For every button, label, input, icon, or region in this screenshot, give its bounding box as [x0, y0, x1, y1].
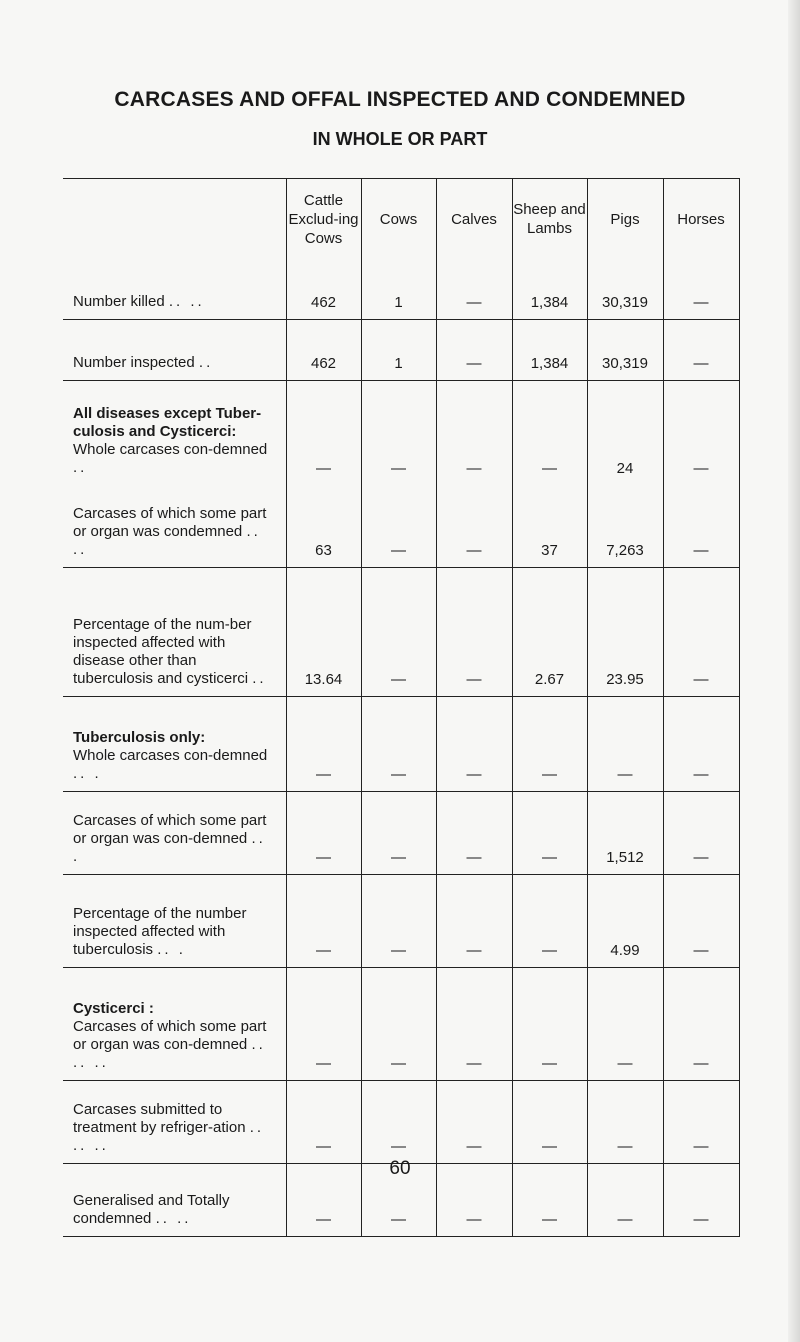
cell: —: [436, 485, 512, 568]
table-row: [63, 1081, 739, 1164]
cell: 1: [361, 320, 436, 381]
cell: —: [361, 568, 436, 697]
header-cows: Cows: [361, 179, 436, 260]
cell: 30,319: [587, 320, 663, 381]
cell: —: [663, 259, 739, 320]
cell: —: [361, 1164, 436, 1237]
page-subtitle: IN WHOLE OR PART: [312, 129, 488, 149]
cell: —: [286, 968, 361, 1081]
cell: —: [663, 968, 739, 1081]
cell: —: [436, 381, 512, 486]
cell: —: [436, 1081, 512, 1164]
cell: —: [512, 875, 587, 968]
cell: —: [361, 485, 436, 568]
cell: —: [361, 792, 436, 875]
cell: —: [663, 1164, 739, 1237]
cell: —: [436, 320, 512, 381]
cell: 37: [512, 485, 587, 568]
cell: —: [512, 1081, 587, 1164]
table-row: [63, 259, 739, 320]
cell: 462: [286, 259, 361, 320]
row-label: Tuberculosis only: Whole carcases con-demned .. .: [63, 697, 286, 792]
cell: —: [436, 792, 512, 875]
table-row: [63, 875, 739, 968]
header-row: [63, 179, 739, 260]
table-row: [63, 320, 739, 381]
table-row: [63, 485, 739, 568]
cell: —: [361, 968, 436, 1081]
row-label: Carcases submitted to treatment by refriger-ation .. .. ..: [63, 1081, 286, 1164]
cell: —: [663, 697, 739, 792]
cell: 462: [286, 320, 361, 381]
header-horses: Horses: [663, 179, 739, 260]
cell: —: [436, 968, 512, 1081]
carcases-table: [63, 178, 740, 1237]
row-label: Number killed .. ..: [63, 259, 286, 320]
row-label: Percentage of the num-ber inspected affected with disease other than tuberculosis and cysticerci ..: [63, 568, 286, 697]
cell: —: [286, 792, 361, 875]
table-row: [63, 792, 739, 875]
row-label: Carcases of which some part or organ was con-demned .. .: [63, 792, 286, 875]
cell: —: [286, 1081, 361, 1164]
cell: —: [663, 875, 739, 968]
header-sheep: Sheep and Lambs: [512, 179, 587, 260]
header-blank: [63, 179, 286, 260]
cell: —: [361, 1081, 436, 1164]
section-heading: Tuberculosis only:: [73, 729, 206, 746]
cell: —: [663, 1081, 739, 1164]
row-label: Percentage of the number inspected affected with tuberculosis .. .: [63, 875, 286, 968]
cell: —: [436, 568, 512, 697]
cell: —: [436, 1164, 512, 1237]
cell: —: [286, 381, 361, 486]
page-edge-shadow: [788, 0, 800, 1342]
cell: 24: [587, 381, 663, 486]
cell: —: [512, 968, 587, 1081]
cell: 1,384: [512, 320, 587, 381]
cell: 13.64: [286, 568, 361, 697]
cell: 7,263: [587, 485, 663, 568]
table-row: [63, 968, 739, 1081]
section-heading: Cysticerci :: [73, 1000, 154, 1017]
page-number: 60: [389, 1158, 411, 1179]
cell: 1,384: [512, 259, 587, 320]
row-label: All diseases except Tuber-culosis and Cysticerci: Whole carcases con-demned ..: [63, 381, 286, 486]
cell: —: [436, 697, 512, 792]
cell: —: [512, 1164, 587, 1237]
row-label: Generalised and Totally condemned .. ..: [63, 1164, 286, 1237]
header-cattle: Cattle Exclud-ing Cows: [286, 179, 361, 260]
cell: —: [361, 875, 436, 968]
cell: —: [361, 697, 436, 792]
cell: —: [512, 381, 587, 486]
row-label: Number inspected ..: [63, 320, 286, 381]
cell: 63: [286, 485, 361, 568]
section-heading: All diseases except Tuber-culosis and Cysticerci:: [73, 405, 262, 440]
table-row: [63, 697, 739, 792]
header-pigs: Pigs: [587, 179, 663, 260]
cell: 30,319: [587, 259, 663, 320]
cell: —: [512, 697, 587, 792]
cell: —: [587, 1081, 663, 1164]
cell: 1: [361, 259, 436, 320]
cell: —: [587, 968, 663, 1081]
cell: —: [436, 875, 512, 968]
cell: —: [436, 259, 512, 320]
header-calves: Calves: [436, 179, 512, 260]
table-row: [63, 568, 739, 697]
cell: —: [512, 792, 587, 875]
cell: —: [286, 697, 361, 792]
cell: —: [587, 1164, 663, 1237]
cell: 23.95: [587, 568, 663, 697]
cell: —: [663, 568, 739, 697]
cell: 2.67: [512, 568, 587, 697]
cell: —: [361, 381, 436, 486]
cell: —: [663, 485, 739, 568]
cell: —: [663, 381, 739, 486]
page-title: CARCASES AND OFFAL INSPECTED AND CONDEMNED: [114, 88, 686, 111]
cell: —: [663, 792, 739, 875]
cell: 4.99: [587, 875, 663, 968]
cell: 1,512: [587, 792, 663, 875]
row-label: Carcases of which some part or organ was condemned .. ..: [63, 485, 286, 568]
cell: —: [286, 1164, 361, 1237]
cell: —: [663, 320, 739, 381]
table-row: [63, 381, 739, 486]
cell: —: [286, 875, 361, 968]
row-label: Cysticerci : Carcases of which some part or organ was con-demned .. .. ..: [63, 968, 286, 1081]
cell: —: [587, 697, 663, 792]
